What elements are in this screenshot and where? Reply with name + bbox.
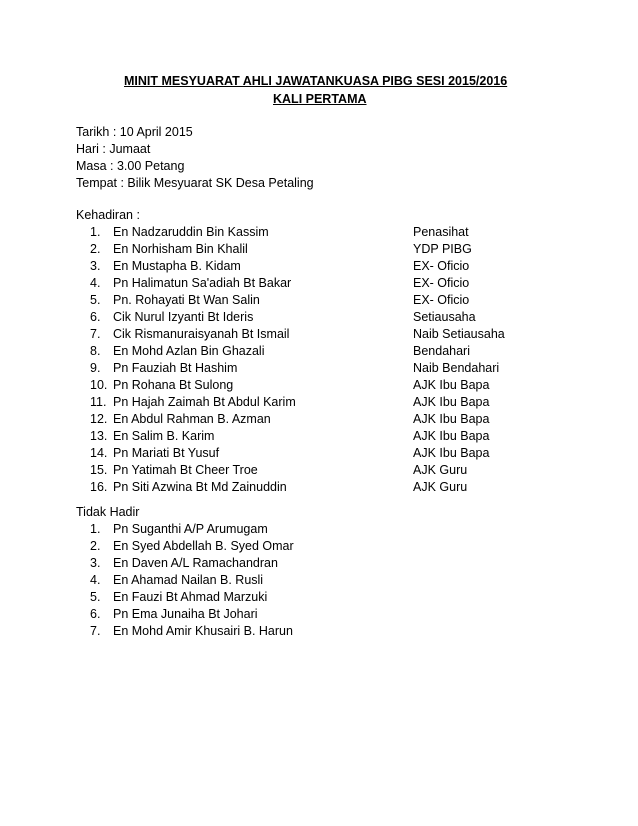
list-number: 6. bbox=[90, 607, 101, 621]
absentee-row bbox=[76, 538, 616, 555]
attendee-name: Cik Nurul Izyanti Bt Ideris bbox=[113, 310, 254, 324]
absentee-row bbox=[76, 623, 616, 640]
attendee-name: En Norhisham Bin Khalil bbox=[113, 242, 248, 256]
meeting-venue: Tempat : Bilik Mesyuarat SK Desa Petaling bbox=[76, 176, 314, 190]
attendee-row bbox=[76, 292, 616, 309]
meeting-time: Masa : 3.00 Petang bbox=[76, 159, 185, 173]
attendee-row bbox=[76, 224, 616, 241]
attendee-name: En Nadzaruddin Bin Kassim bbox=[113, 225, 269, 239]
list-number: 1. bbox=[90, 225, 101, 239]
absentee-name: En Ahamad Nailan B. Rusli bbox=[113, 573, 264, 587]
list-number: 3. bbox=[90, 259, 101, 273]
attendee-row bbox=[76, 428, 616, 445]
list-number: 14. bbox=[90, 446, 108, 460]
attendee-name: En Mohd Azlan Bin Ghazali bbox=[113, 344, 265, 358]
title-line-1: MINIT MESYUARAT AHLI JAWATANKUASA PIBG SESI 2015/2016 bbox=[124, 74, 508, 88]
list-number: 11. bbox=[90, 395, 107, 409]
absentee-name: Pn Ema Junaiha Bt Johari bbox=[113, 607, 258, 621]
meeting-date: Tarikh : 10 April 2015 bbox=[76, 125, 193, 139]
attendee-name: Pn Fauziah Bt Hashim bbox=[113, 361, 238, 375]
absentee-name: En Fauzi Bt Ahmad Marzuki bbox=[113, 590, 268, 604]
attendee-row bbox=[76, 343, 616, 360]
attendee-role: Naib Bendahari bbox=[413, 361, 500, 375]
absent-heading: Tidak Hadir bbox=[76, 505, 140, 519]
list-number: 5. bbox=[90, 590, 101, 604]
attendee-role: AJK Ibu Bapa bbox=[413, 412, 490, 426]
list-number: 13. bbox=[90, 429, 108, 443]
absentee-row bbox=[76, 572, 616, 589]
attendee-row bbox=[76, 309, 616, 326]
absentee-name: En Daven A/L Ramachandran bbox=[113, 556, 278, 570]
list-number: 1. bbox=[90, 522, 101, 536]
meeting-info bbox=[76, 124, 314, 192]
attendee-name: Pn Yatimah Bt Cheer Troe bbox=[113, 463, 258, 477]
list-number: 3. bbox=[90, 556, 101, 570]
attendance-list bbox=[76, 224, 616, 496]
meeting-day: Hari : Jumaat bbox=[76, 142, 151, 156]
list-number: 8. bbox=[90, 344, 101, 358]
list-number: 7. bbox=[90, 624, 101, 638]
list-number: 4. bbox=[90, 573, 101, 587]
list-number: 9. bbox=[90, 361, 101, 375]
attendee-name: En Salim B. Karim bbox=[113, 429, 215, 443]
absentee-name: En Mohd Amir Khusairi B. Harun bbox=[113, 624, 293, 638]
attendee-role: EX- Oficio bbox=[413, 259, 470, 273]
attendee-role: AJK Ibu Bapa bbox=[413, 446, 490, 460]
attendee-name: Pn Mariati Bt Yusuf bbox=[113, 446, 220, 460]
list-number: 4. bbox=[90, 276, 101, 290]
attendee-name: Pn Rohana Bt Sulong bbox=[113, 378, 234, 392]
list-number: 15. bbox=[90, 463, 108, 477]
attendee-row bbox=[76, 411, 616, 428]
attendee-name: Pn Hajah Zaimah Bt Abdul Karim bbox=[113, 395, 296, 409]
attendee-name: Pn Siti Azwina Bt Md Zainuddin bbox=[113, 480, 287, 494]
attendee-row bbox=[76, 241, 616, 258]
attendee-name: Pn Halimatun Sa'adiah Bt Bakar bbox=[113, 276, 292, 290]
list-number: 5. bbox=[90, 293, 101, 307]
list-number: 2. bbox=[90, 242, 101, 256]
list-number: 12. bbox=[90, 412, 108, 426]
list-number: 10. bbox=[90, 378, 108, 392]
attendee-role: AJK Ibu Bapa bbox=[413, 395, 490, 409]
absentee-name: Pn Suganthi A/P Arumugam bbox=[113, 522, 268, 536]
attendee-row bbox=[76, 275, 616, 292]
attendee-role: EX- Oficio bbox=[413, 276, 470, 290]
list-number: 7. bbox=[90, 327, 101, 341]
attendee-row bbox=[76, 394, 616, 411]
attendee-name: Pn. Rohayati Bt Wan Salin bbox=[113, 293, 260, 307]
absentee-name: En Syed Abdellah B. Syed Omar bbox=[113, 539, 294, 553]
attendee-row bbox=[76, 445, 616, 462]
list-number: 6. bbox=[90, 310, 101, 324]
attendee-name: Cik Rismanuraisyanah Bt Ismail bbox=[113, 327, 290, 341]
attendee-name: En Abdul Rahman B. Azman bbox=[113, 412, 271, 426]
list-number: 2. bbox=[90, 539, 101, 553]
attendee-role: Bendahari bbox=[413, 344, 470, 358]
attendee-row bbox=[76, 258, 616, 275]
attendee-role: Penasihat bbox=[413, 225, 469, 239]
list-number: 16. bbox=[90, 480, 108, 494]
attendee-row bbox=[76, 377, 616, 394]
attendee-role: AJK Guru bbox=[413, 463, 468, 477]
attendee-role: AJK Guru bbox=[413, 480, 468, 494]
absentee-row bbox=[76, 606, 616, 623]
title-line-2: KALI PERTAMA bbox=[273, 92, 367, 106]
attendee-row bbox=[76, 360, 616, 377]
attendee-role: Setiausaha bbox=[413, 310, 476, 324]
attendee-row bbox=[76, 462, 616, 479]
absentee-row bbox=[76, 589, 616, 606]
attendee-role: Naib Setiausaha bbox=[413, 327, 505, 341]
attendee-name: En Mustapha B. Kidam bbox=[113, 259, 241, 273]
attendee-row bbox=[76, 326, 616, 343]
attendee-row bbox=[76, 479, 616, 496]
attendee-role: AJK Ibu Bapa bbox=[413, 429, 490, 443]
attendee-role: AJK Ibu Bapa bbox=[413, 378, 490, 392]
absentee-row bbox=[76, 521, 616, 538]
attendee-role: EX- Oficio bbox=[413, 293, 470, 307]
absentee-row bbox=[76, 555, 616, 572]
absent-list bbox=[76, 521, 616, 640]
attendance-heading: Kehadiran : bbox=[76, 208, 140, 222]
attendee-role: YDP PIBG bbox=[413, 242, 472, 256]
